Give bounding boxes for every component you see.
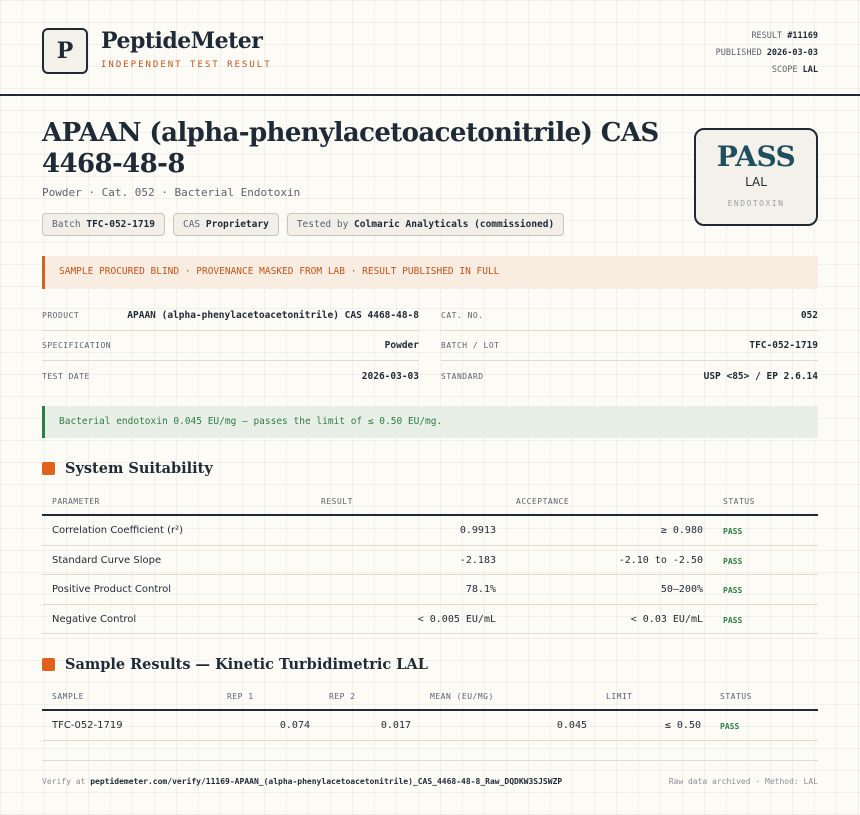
info-row <box>441 331 818 361</box>
info-value: APAAN (alpha-phenylacetoacetonitrile) CAS 4468-48-8 <box>127 310 419 321</box>
meta-result: RESULT #11169 <box>751 31 818 41</box>
procurement-banner: SAMPLE PROCURED BLIND · PROVENANCE MASKED FROM LAB · RESULT PUBLISHED IN FULL <box>42 256 818 289</box>
column-header: LIMIT <box>606 692 633 701</box>
section-marker-icon <box>42 462 55 475</box>
info-row <box>42 361 419 391</box>
footer-divider <box>42 760 818 761</box>
sample-cell: TFC-052-1719 <box>52 720 123 731</box>
verdict-word: PASS <box>716 140 796 173</box>
rep1-cell: 0.074 <box>279 720 310 731</box>
meta-scope: SCOPE LAL <box>771 65 818 75</box>
sample-results-table <box>42 684 818 741</box>
mean-cell: 0.045 <box>556 720 587 731</box>
brand-name: PeptideMeter <box>101 28 263 54</box>
table-row <box>42 546 818 576</box>
info-row <box>42 331 419 361</box>
info-label: CAT. NO. <box>441 311 484 320</box>
info-value: 052 <box>800 310 818 321</box>
param-cell: Positive Product Control <box>52 584 172 595</box>
info-grid-left <box>42 301 419 391</box>
section-heading-suitability <box>42 460 213 477</box>
result-cell: -2.183 <box>459 554 496 566</box>
table-row <box>42 711 818 741</box>
column-header: STATUS <box>723 497 755 506</box>
table-row <box>42 575 818 605</box>
footer-method-note: Raw data archived · Method: LAL <box>668 777 818 786</box>
status-badge: PASS <box>723 556 743 566</box>
verdict-category: ENDOTOXIN <box>727 199 785 208</box>
info-label: STANDARD <box>441 371 484 381</box>
report-header <box>0 0 860 96</box>
column-header: REP 1 <box>227 692 254 701</box>
info-value: 2026-03-03 <box>361 370 419 382</box>
info-label: SPECIFICATION <box>42 341 112 350</box>
table-header <box>42 684 818 711</box>
verdict-method: LAL <box>745 175 767 189</box>
section-title: Sample Results — Kinetic Turbidimetric LAL <box>65 656 428 673</box>
table-row <box>42 605 818 635</box>
table-header <box>42 489 818 516</box>
rep2-cell: 0.017 <box>380 720 411 731</box>
info-row <box>441 361 818 391</box>
page-subtitle: Powder · Cat. 052 · Bacterial Endotoxin <box>42 186 301 199</box>
result-cell: < 0.005 EU/mL <box>417 613 496 625</box>
result-cell: 78.1% <box>465 584 496 595</box>
info-value: USP <85> / EP 2.6.14 <box>703 370 818 382</box>
status-badge: PASS <box>723 615 743 625</box>
acceptance-cell: ≥ 0.980 <box>660 525 703 536</box>
info-value: TFC-052-1719 <box>749 340 818 351</box>
info-label: TEST DATE <box>42 371 90 381</box>
page-title: APAAN (alpha-phenylacetoacetonitrile) CAS 4468-48-8 <box>42 118 659 179</box>
info-label: BATCH / LOT <box>441 341 500 350</box>
verify-note: Verify at peptidemeter.com/verify/11169-APAAN_(alpha-phenylacetoacetonitrile)_CAS_4468-48-8_Raw_DQDKW3SJSWZP <box>42 777 563 786</box>
column-header: RESULT <box>321 497 353 506</box>
conclusion-banner: Bacterial endotoxin 0.045 EU/mg — passes the limit of ≤ 0.50 EU/mg. <box>42 406 818 438</box>
column-header: MEAN (EU/MG) <box>430 692 494 701</box>
limit-cell: ≤ 0.50 <box>664 720 701 731</box>
column-header: SAMPLE <box>52 692 84 701</box>
param-cell: Correlation Coefficient (r²) <box>52 525 184 536</box>
logo: P <box>42 28 88 74</box>
status-badge: PASS <box>720 722 740 731</box>
info-grid-right <box>441 301 818 391</box>
column-header: STATUS <box>720 692 752 701</box>
column-header: ACCEPTANCE <box>516 497 570 506</box>
verdict-stamp <box>694 128 818 226</box>
result-meta <box>716 28 818 79</box>
tested-by-chip: Tested by Colmaric Analyticals (commissioned) <box>287 213 564 236</box>
info-value: Powder <box>384 340 419 351</box>
result-cell: 0.9913 <box>459 525 496 536</box>
meta-published: PUBLISHED 2026-03-03 <box>715 48 818 58</box>
section-heading-samples <box>42 656 428 673</box>
info-label: PRODUCT <box>42 311 80 320</box>
param-cell: Negative Control <box>52 613 137 625</box>
table-row <box>42 516 818 546</box>
brand-tagline: INDEPENDENT TEST RESULT <box>101 60 272 70</box>
suitability-table <box>42 489 818 634</box>
acceptance-cell: -2.10 to -2.50 <box>618 554 703 566</box>
chip-row <box>42 213 564 236</box>
status-badge: PASS <box>723 586 743 595</box>
cas-chip: CAS Proprietary <box>173 213 279 236</box>
param-cell: Standard Curve Slope <box>52 554 162 566</box>
section-marker-icon <box>42 658 55 671</box>
status-badge: PASS <box>723 527 743 536</box>
batch-chip: Batch TFC-052-1719 <box>42 213 165 236</box>
verify-link[interactable]: peptidemeter.com/verify/11169-APAAN_(alpha-phenylacetoacetonitrile)_CAS_4468-48-8_Raw_DQDKW3SJSWZP <box>90 777 563 786</box>
acceptance-cell: < 0.03 EU/mL <box>630 613 703 625</box>
section-title: System Suitability <box>65 460 213 477</box>
column-header: PARAMETER <box>52 497 100 506</box>
info-row <box>42 301 419 331</box>
acceptance-cell: 50–200% <box>660 584 703 595</box>
column-header: REP 2 <box>329 692 356 701</box>
info-row <box>441 301 818 331</box>
